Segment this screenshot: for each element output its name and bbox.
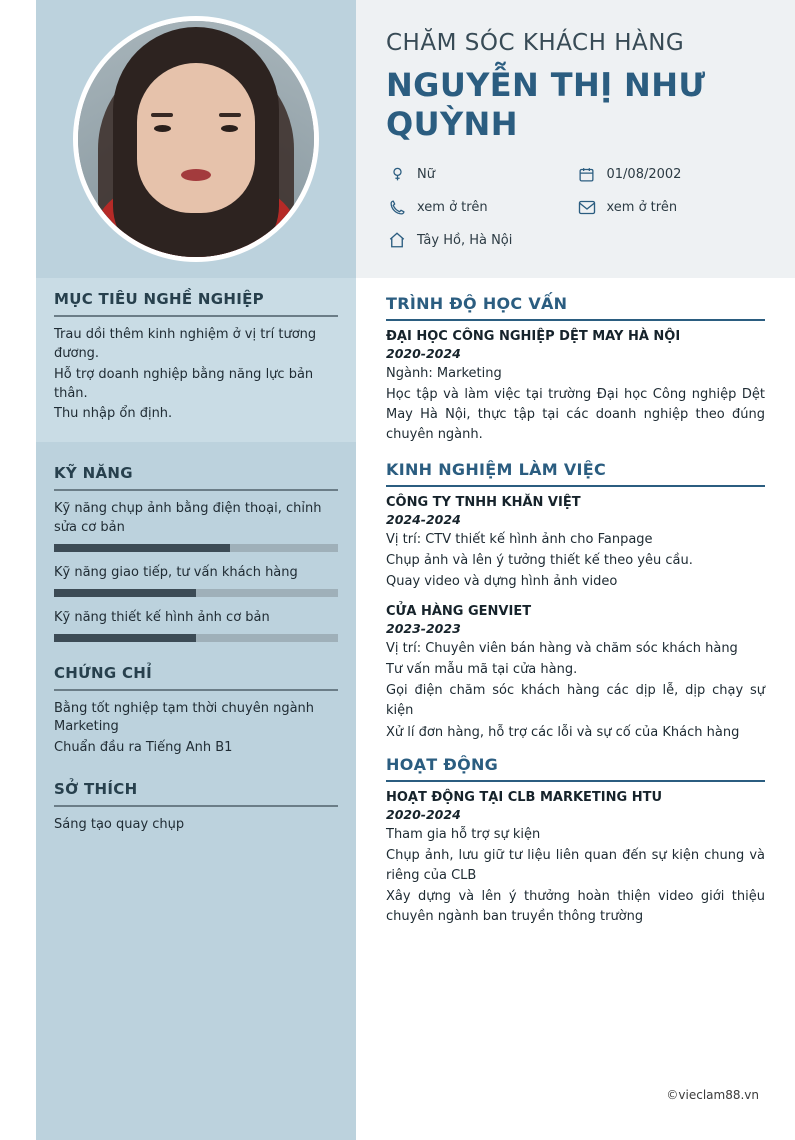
entry-line: Vị trí: CTV thiết kế hình ảnh cho Fanpage	[386, 531, 653, 547]
entry-date: 2023-2023	[386, 620, 461, 636]
entry-date: 2020-2024	[386, 806, 461, 822]
skill-label: Kỹ năng giao tiếp, tư vấn khách hàng	[54, 564, 298, 580]
interests-title: SỞ THÍCH	[54, 780, 138, 799]
entry-line: Tham gia hỗ trợ sự kiện	[386, 826, 541, 842]
gender-icon	[386, 164, 408, 184]
entry-line: Vị trí: Chuyên viên bán hàng và chăm sóc khách hàng	[386, 640, 738, 656]
home-icon	[386, 230, 408, 250]
education-title: TRÌNH ĐỘ HỌC VẤN	[386, 294, 568, 313]
entry-org: CÔNG TY TNHH KHĂN VIỆT	[386, 494, 581, 510]
experience-entry	[386, 604, 765, 743]
skill-item	[54, 500, 338, 552]
skills-title: KỸ NĂNG	[54, 464, 133, 483]
contact-address	[386, 230, 576, 250]
divider	[386, 485, 765, 487]
entry-date: 2024-2024	[386, 511, 461, 527]
sidebar	[36, 0, 356, 1140]
skill-bar-track	[54, 544, 338, 552]
main-content	[356, 0, 795, 1140]
skill-item	[54, 609, 338, 642]
entry-line: Tư vấn mẫu mã tại cửa hàng.	[386, 662, 578, 678]
activities-title: HOẠT ĐỘNG	[386, 754, 499, 774]
page-title: NGUYỄN THỊ NHƯ QUỲNH	[386, 66, 706, 144]
entry-line: Quay video và dựng hình ảnh video	[386, 573, 618, 589]
objective-line: Thu nhập ổn định.	[54, 406, 173, 422]
divider	[54, 689, 338, 691]
entry-line: Gọi điện chăm sóc khách hàng các dịp lễ, dịp chạy sự kiện	[386, 683, 765, 719]
section-activities	[386, 755, 765, 928]
contact-email	[576, 197, 766, 217]
contact-value: Tây Hồ, Hà Nội	[417, 232, 513, 248]
contact-list	[386, 164, 765, 263]
header	[356, 0, 795, 278]
divider	[54, 489, 338, 491]
section-interests	[54, 780, 338, 835]
divider	[386, 319, 765, 321]
education-entry	[386, 329, 765, 446]
section-certificates	[54, 664, 338, 759]
experience-title: KINH NGHIỆM LÀM VIỆC	[386, 459, 607, 479]
skill-bar-fill	[54, 634, 196, 642]
entry-org: CỬA HÀNG GENVIET	[386, 603, 532, 619]
section-skills	[54, 464, 338, 641]
section-education	[386, 294, 765, 446]
objective-title: MỤC TIÊU NGHỀ NGHIỆP	[54, 290, 264, 308]
skill-label: Kỹ năng chụp ảnh bằng điện thoại, chỉnh sửa cơ bản	[54, 501, 322, 536]
certificates-title: CHỨNG CHỈ	[54, 663, 153, 682]
contact-phone	[386, 197, 576, 217]
entry-org: ĐẠI HỌC CÔNG NGHIỆP DỆT MAY HÀ NỘI	[386, 329, 681, 344]
experience-entry	[386, 495, 765, 592]
entry-line: Chụp ảnh, lưu giữ tư liệu liên quan đến sự kiện chung và riêng của CLB	[386, 847, 765, 883]
contact-birthday	[576, 164, 766, 184]
entry-line: Xử lí đơn hàng, hỗ trợ các lỗi và sự cố của Khách hàng	[386, 724, 740, 740]
entry-line: Học tập và làm việc tại trường Đại học Công nghiệp Dệt May Hà Nội, thực tập tại các doanh nghiệp theo đúng chuyên ngành.	[386, 387, 765, 443]
divider	[54, 315, 338, 317]
job-title: CHĂM SÓC KHÁCH HÀNG	[386, 30, 685, 56]
skill-item	[54, 564, 338, 597]
section-experience	[386, 460, 765, 743]
interest-line: Sáng tạo quay chụp	[54, 817, 185, 833]
mail-icon	[576, 197, 598, 217]
avatar-area	[36, 0, 356, 278]
contact-value: xem ở trên	[606, 199, 678, 215]
calendar-icon	[576, 164, 598, 184]
skill-bar-track	[54, 589, 338, 597]
entry-line: Chụp ảnh và lên ý tưởng thiết kế theo yêu cầu.	[386, 552, 693, 568]
contact-value: 01/08/2002	[606, 166, 682, 182]
avatar	[73, 16, 319, 262]
skill-bar-fill	[54, 589, 196, 597]
skill-label: Kỹ năng thiết kế hình ảnh cơ bản	[54, 609, 270, 625]
certificate-line: Bằng tốt nghiệp tạm thời chuyên ngành Marketing	[54, 700, 315, 735]
entry-org: HOẠT ĐỘNG TẠI CLB MARKETING HTU	[386, 789, 663, 805]
phone-icon	[386, 197, 408, 217]
section-objective	[36, 278, 356, 442]
entry-date: 2020-2024	[386, 346, 461, 361]
contact-value: Nữ	[417, 166, 435, 182]
certificate-line: Chuẩn đầu ra Tiếng Anh B1	[54, 740, 233, 756]
footer-credit: ©vieclam88.vn	[666, 1088, 759, 1102]
skill-bar-track	[54, 634, 338, 642]
divider	[54, 805, 338, 807]
activity-entry	[386, 790, 765, 928]
contact-gender	[386, 164, 576, 184]
contact-value: xem ở trên	[417, 199, 488, 215]
divider	[386, 780, 765, 782]
entry-line: Ngành: Marketing	[386, 366, 502, 381]
objective-line: Hỗ trợ doanh nghiệp bằng năng lực bản thân.	[54, 366, 314, 401]
skill-bar-fill	[54, 544, 230, 552]
objective-line: Trau dồi thêm kinh nghiệm ở vị trí tương đương.	[54, 327, 317, 361]
entry-line: Xây dựng và lên ý thưởng hoàn thiện video giới thiệu chuyên ngành ban truyền thông trường	[386, 889, 765, 925]
